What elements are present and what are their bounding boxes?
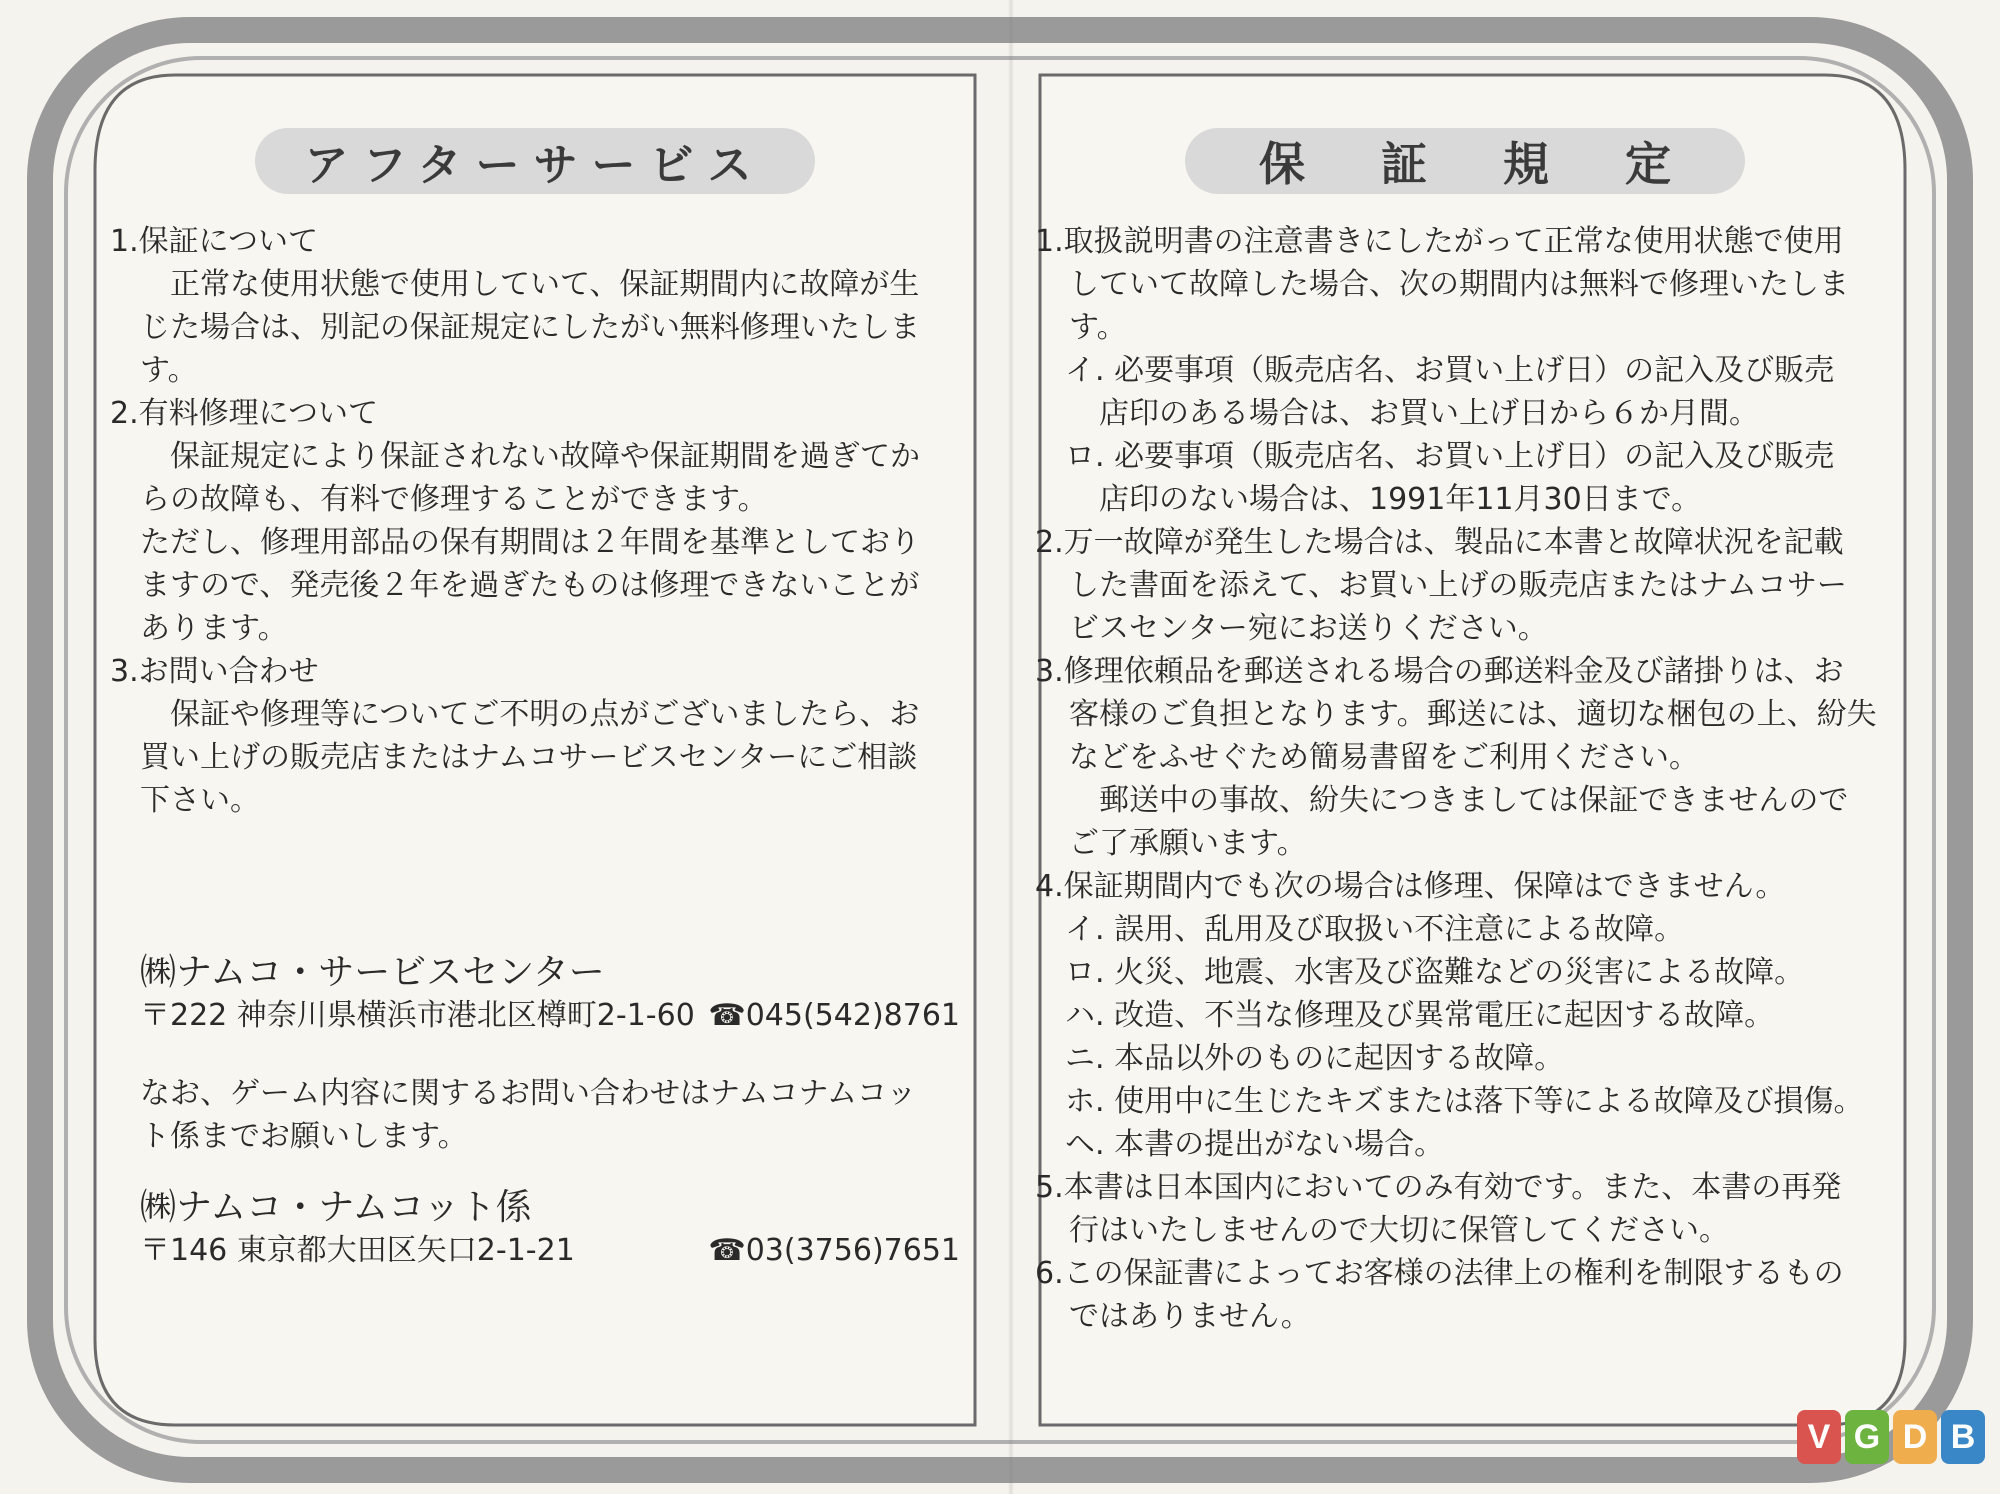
section-text: 保証や修理等についてご不明の点がございましたら、お bbox=[170, 697, 920, 732]
rule-item-6 bbox=[1035, 1252, 1915, 1338]
after-service-body bbox=[110, 220, 960, 822]
rule-text: 6.この保証書によってお客様の法律上の権利を制限するもの bbox=[1035, 1256, 1844, 1291]
section-text: じた場合は、別記の保証規定にしたがい無料修理いたしま bbox=[140, 310, 920, 345]
rule-subitem: ハ. 改造、不当な修理及び異常電圧に起因する故障。 bbox=[1065, 998, 1775, 1033]
rule-subitem: ロ. 火災、地震、水害及び盗難などの災害による故障。 bbox=[1065, 955, 1805, 990]
center-fold bbox=[1008, 0, 1014, 1494]
section-text: あります。 bbox=[140, 611, 288, 646]
address-line bbox=[140, 996, 960, 1036]
title-char: 証 bbox=[1381, 137, 1427, 191]
rule-text: 4.保証期間内でも次の場合は修理、保障はできません。 bbox=[1035, 869, 1786, 904]
rule-item-3 bbox=[1035, 650, 1915, 865]
phone-number: ☎045(542)8761 bbox=[708, 998, 960, 1033]
rule-subitem: 店印のある場合は、お買い上げ日から６か月間。 bbox=[1099, 396, 1759, 431]
vgdb-logo bbox=[1797, 1410, 1985, 1464]
rule-text: 客様のご負担となります。郵送には、適切な梱包の上、紛失 bbox=[1069, 697, 1877, 732]
namcot-contact bbox=[140, 1185, 960, 1271]
company-name: ㈱ナムコ・ナムコット係 bbox=[140, 1187, 532, 1228]
rule-text: ご了承願います。 bbox=[1069, 826, 1307, 861]
section-text: ますので、発売後２年を過ぎたものは修理できないことが bbox=[140, 568, 920, 603]
service-center-contact bbox=[140, 950, 960, 1036]
logo-letter: B bbox=[1941, 1410, 1985, 1464]
rule-text: 2.万一故障が発生した場合は、製品に本書と故障状況を記載 bbox=[1035, 525, 1844, 560]
rule-text: などをふせぐため簡易書留をご利用ください。 bbox=[1069, 740, 1699, 775]
rule-subitem: ニ. 本品以外のものに起因する故障。 bbox=[1065, 1041, 1565, 1076]
rule-text: 郵送中の事故、紛失につきましては保証できませんので bbox=[1069, 783, 1849, 818]
section-text: らの故障も、有料で修理することができます。 bbox=[140, 482, 768, 517]
rule-text: 行はいたしませんので大切に保管してください。 bbox=[1069, 1213, 1729, 1248]
game-inquiry-note bbox=[140, 1072, 960, 1158]
section-heading: 2.有料修理について bbox=[110, 396, 379, 431]
phone-number: ☎03(3756)7651 bbox=[708, 1233, 960, 1268]
note-line: ト係までお願いします。 bbox=[140, 1119, 468, 1154]
rule-subitem: ヘ. 本書の提出がない場合。 bbox=[1065, 1127, 1445, 1162]
section-paid-repair bbox=[110, 392, 960, 650]
section-text: 正常な使用状態で使用していて、保証期間内に故障が生 bbox=[170, 267, 920, 302]
logo-letter: G bbox=[1845, 1410, 1889, 1464]
title-char: 定 bbox=[1625, 137, 1671, 191]
rule-text: す。 bbox=[1069, 310, 1127, 345]
rule-text: した書面を添えて、お買い上げの販売店またはナムコサー bbox=[1069, 568, 1847, 603]
note-line: なお、ゲーム内容に関するお問い合わせはナムコナムコッ bbox=[140, 1076, 917, 1111]
rule-subitem: ホ. 使用中に生じたキズまたは落下等による故障及び損傷。 bbox=[1065, 1084, 1864, 1119]
address-line bbox=[140, 1231, 960, 1271]
section-text: ただし、修理用部品の保有期間は２年間を基準としており bbox=[140, 525, 920, 560]
address: 〒146 東京都大田区矢口2-1-21 bbox=[140, 1233, 575, 1268]
section-text: 保証規定により保証されない故障や保証期間を過ぎてか bbox=[170, 439, 920, 474]
rule-text: ビスセンター宛にお送りください。 bbox=[1069, 611, 1548, 646]
rule-subitem: イ. 必要事項（販売店名、お買い上げ日）の記入及び販売 bbox=[1065, 353, 1835, 388]
rule-text: していて故障した場合、次の期間内は無料で修理いたしま bbox=[1069, 267, 1849, 302]
section-text: 下さい。 bbox=[140, 783, 260, 818]
rule-subitem: イ. 誤用、乱用及び取扱い不注意による故障。 bbox=[1065, 912, 1685, 947]
address: 〒222 神奈川県横浜市港北区樽町2-1-60 bbox=[140, 998, 695, 1033]
rule-item-1 bbox=[1035, 220, 1915, 521]
section-text: 買い上げの販売店またはナムコサービスセンターにご相談 bbox=[140, 740, 918, 775]
title-char: 規 bbox=[1503, 137, 1549, 191]
rule-item-2 bbox=[1035, 521, 1915, 650]
rule-text: 3.修理依頼品を郵送される場合の郵送料金及び諸掛りは、お bbox=[1035, 654, 1844, 689]
company-name: ㈱ナムコ・サービスセンター bbox=[140, 952, 605, 993]
section-heading: 3.お問い合わせ bbox=[110, 654, 319, 689]
section-inquiry bbox=[110, 650, 960, 822]
rule-text: 1.取扱説明書の注意書きにしたがって正常な使用状態で使用 bbox=[1035, 224, 1844, 259]
rule-subitem: 店印のない場合は、1991年11月30日まで。 bbox=[1099, 482, 1702, 517]
section-text: す。 bbox=[140, 353, 198, 388]
warranty-rules-title bbox=[1185, 128, 1745, 194]
rule-text: ではありません。 bbox=[1069, 1299, 1311, 1334]
logo-letter: D bbox=[1893, 1410, 1937, 1464]
warranty-rules-body bbox=[1035, 220, 1915, 1338]
rule-item-5 bbox=[1035, 1166, 1915, 1252]
rule-subitem: ロ. 必要事項（販売店名、お買い上げ日）の記入及び販売 bbox=[1065, 439, 1835, 474]
after-service-title: アフターサービス bbox=[255, 128, 815, 194]
section-heading: 1.保証について bbox=[110, 224, 319, 259]
logo-letter: V bbox=[1797, 1410, 1841, 1464]
section-warranty bbox=[110, 220, 960, 392]
title-char: 保 bbox=[1259, 137, 1305, 191]
rule-item-4 bbox=[1035, 865, 1915, 1166]
rule-text: 5.本書は日本国内においてのみ有効です。また、本書の再発 bbox=[1035, 1170, 1842, 1205]
